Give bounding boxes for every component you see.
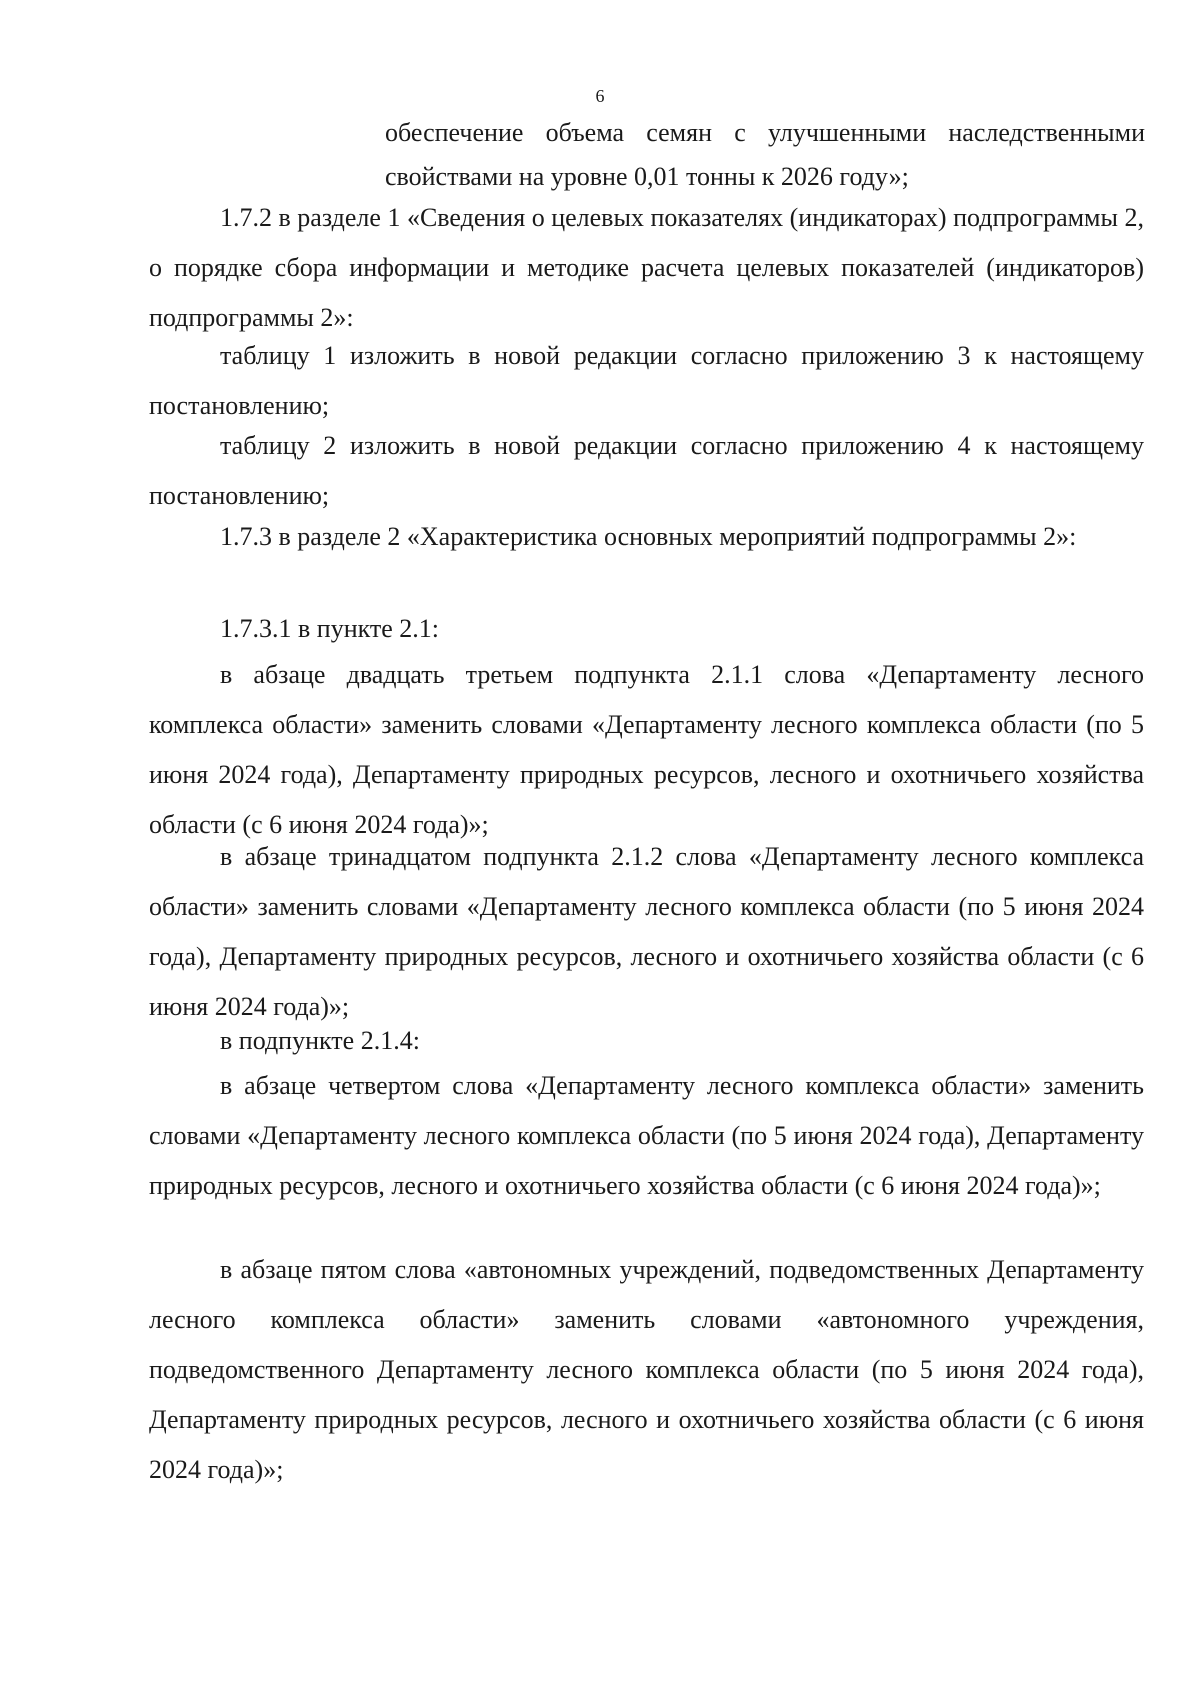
paragraph-abzac-5 xyxy=(149,1245,1144,1495)
paragraph-1-7-3 xyxy=(149,512,1144,562)
paragraph-text: таблицу 1 изложить в новой редакции согласно приложению 3 к настоящему постановлению; xyxy=(149,341,1144,420)
paragraph-subpoint-2-1-2 xyxy=(149,832,1144,1032)
paragraph-text: в подпункте 2.1.4: xyxy=(220,1026,420,1055)
paragraph-subpoint-2-1-4 xyxy=(149,1016,1144,1066)
paragraph-text: 1.7.3 в разделе 2 «Характеристика основных мероприятий подпрограммы 2»: xyxy=(220,522,1077,551)
paragraph-text: 1.7.2 в разделе 1 «Сведения о целевых показателях (индикаторах) подпрограммы 2, о порядке сбора информации и методике расчета целевых показателей (индикаторов) подпрограммы 2»: xyxy=(149,203,1144,332)
page-number: 6 xyxy=(595,86,605,106)
paragraph-table-2 xyxy=(149,421,1144,521)
paragraph-text: в абзаце двадцать третьем подпункта 2.1.1 слова «Департаменту лесного комплекса области» заменить словами «Департаменту лесного комплекса области (по 5 июня 2024 года), Департаменту природных ресурсов, лесного и охотничьего хозяйства области (с 6 июня 2024 года)»; xyxy=(149,660,1144,839)
paragraph-subpoint-2-1-1 xyxy=(149,650,1144,850)
paragraph-text: в абзаце пятом слова «автономных учреждений, подведомственных Департаменту лесного комплекса области» заменить словами «автономного учреждения, подведомственного Департаменту лесного комплекса области (по 5 июня 2024 года), Департаменту природных ресурсов, лесного и охотничьего хозяйства области (с 6 июня 2024 года)»; xyxy=(149,1255,1144,1484)
paragraph-1-7-2 xyxy=(149,193,1144,343)
paragraph-abzac-4 xyxy=(149,1061,1144,1211)
paragraph-text: в абзаце тринадцатом подпункта 2.1.2 слова «Департаменту лесного комплекса области» заменить словами «Департаменту лесного комплекса области (по 5 июня 2024 года), Департаменту природных ресурсов, лесного и охотничьего хозяйства области (с 6 июня 2024 года)»; xyxy=(149,842,1144,1021)
paragraph-table-1 xyxy=(149,331,1144,431)
intro-quote xyxy=(385,111,1145,199)
paragraph-text: в абзаце четвертом слова «Департаменту лесного комплекса области» заменить словами «Департаменту лесного комплекса области (по 5 июня 2024 года), Департаменту природных ресурсов, лесного и охотничьего хозяйства области (с 6 июня 2024 года)»; xyxy=(149,1071,1144,1200)
paragraph-text: таблицу 2 изложить в новой редакции согласно приложению 4 к настоящему постановлению; xyxy=(149,431,1144,510)
paragraph-text: 1.7.3.1 в пункте 2.1: xyxy=(220,614,440,643)
intro-text: обеспечение объема семян с улучшенными наследственными свойствами на уровне 0,01 тонны к 2026 году»; xyxy=(385,118,1145,191)
paragraph-1-7-3-1 xyxy=(149,604,1144,654)
